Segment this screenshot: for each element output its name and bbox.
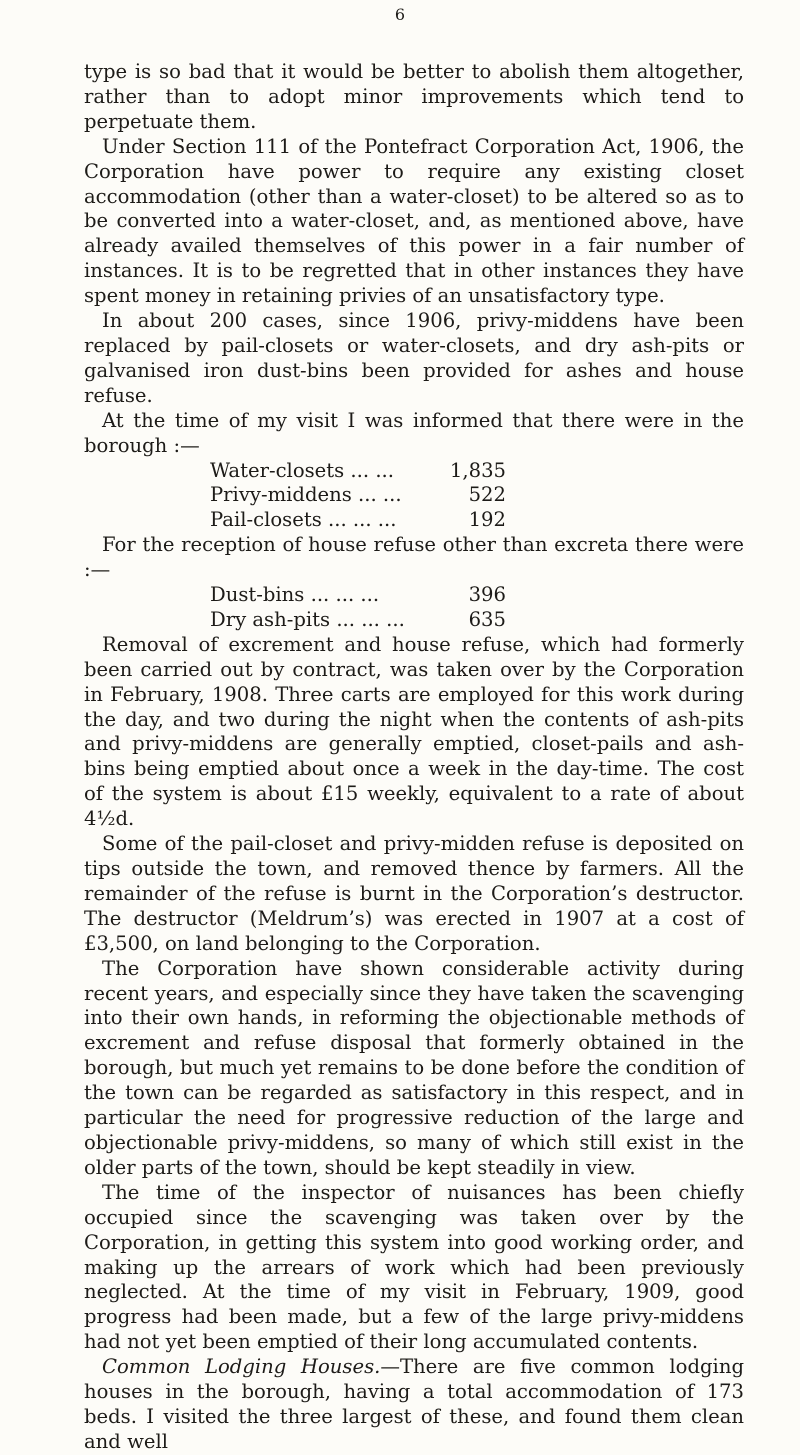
table-row [84, 459, 506, 484]
paragraph-inspector: The time of the inspector of nuisances has been chiefly occupied since the scavenging was taken over by the Corporation, in getting this system into good working order, and making up the arrears of work which had been previously neglected. At the time of my visit in February, 1909, good progress had been made, but a few of the large privy-middens had not yet been emptied of their long accumulated contents. [84, 1180, 744, 1354]
row-value: 192 [468, 508, 506, 532]
paragraph-corporation-activity: The Corporation have shown considerable activity during recent years, and especially since they have taken the scavenging into their own hands, in reforming the objectionable methods of excrement and refuse disposal that formerly obtained in the borough, but much yet remains to be done before the condition of the town can be regarded as satisfactory in this respect, and in particular the need for progressive reduction of the large and objectionable privy-middens, so many of which still exist in the older parts of the town, should be kept steadily in view. [84, 956, 744, 1179]
paragraph-refuse-reception: For the reception of house refuse other than excreta there were :— [84, 533, 744, 582]
paragraph-section-111: Under Section 111 of the Pontefract Corporation Act, 1906, the Corporation have power to require any existing closet accommodation (other than a water-closet) to be altered so as to be converted into a water-closet, and, as mentioned above, have already availed themselves of this power in a fair number of instances. It is to be regretted that in other instances they have spent money in retaining privies of an unsatisfactory type. [84, 134, 744, 308]
page-number: 6 [394, 5, 406, 24]
lodging-houses-text: —There are five common lodging houses in the borough, having a total accommodation of 173 beds. I visited the three largest of these, and found them clean and well [84, 1355, 744, 1453]
row-label: Dry ash-pits ... ... ... [210, 607, 405, 631]
refuse-table [84, 583, 744, 633]
table-row [84, 483, 506, 508]
row-label: Water-closets ... ... [210, 458, 395, 482]
row-value: 1,835 [449, 458, 506, 482]
paragraph-visit-intro: At the time of my visit I was informed that there were in the borough :— [84, 408, 744, 457]
paragraph-removal: Removal of excrement and house refuse, which had formerly been carried out by contract, was taken over by the Corporation in February, 1908. Three carts are employed for this work during the day, and two during the night when the contents of ash-pits and privy-middens are generally emptied, closet-pails and ash-bins being emptied about once a week in the day-time. The cost of the system is about £15 weekly, equivalent to a rate of about 4½d. [84, 632, 744, 831]
lodging-houses-heading: Common Lodging Houses. [102, 1355, 381, 1379]
closets-table [84, 459, 744, 534]
table-row [84, 508, 506, 533]
row-label: Dust-bins ... ... ... [210, 583, 380, 607]
paragraph-destructor: Some of the pail-closet and privy-midden refuse is deposited on tips outside the town, and removed thence by farmers. All the remainder of the refuse is burnt in the Corporation’s destructor. The destructor (Meldrum’s) was erected in 1907 at a cost of £3,500, on land belonging to the Corporation. [84, 832, 744, 955]
paragraph-replacements: In about 200 cases, since 1906, privy-middens have been replaced by pail-closets or water-closets, and dry ash-pits or galvanised iron dust-bins been provided for ashes and house refuse. [84, 309, 744, 407]
row-label: Privy-middens ... ... [210, 483, 402, 507]
row-label: Pail-closets ... ... ... [210, 508, 397, 532]
document-body [84, 60, 744, 1455]
row-value: 396 [468, 583, 506, 607]
row-value: 522 [468, 483, 506, 507]
row-value: 635 [468, 607, 506, 631]
table-row [84, 583, 506, 608]
table-row [84, 608, 506, 633]
paragraph-continuation: type is so bad that it would be better to abolish them altogether, rather than to adopt minor improvements which tend to perpetuate them. [84, 60, 744, 133]
paragraph-lodging-houses [84, 1355, 744, 1455]
